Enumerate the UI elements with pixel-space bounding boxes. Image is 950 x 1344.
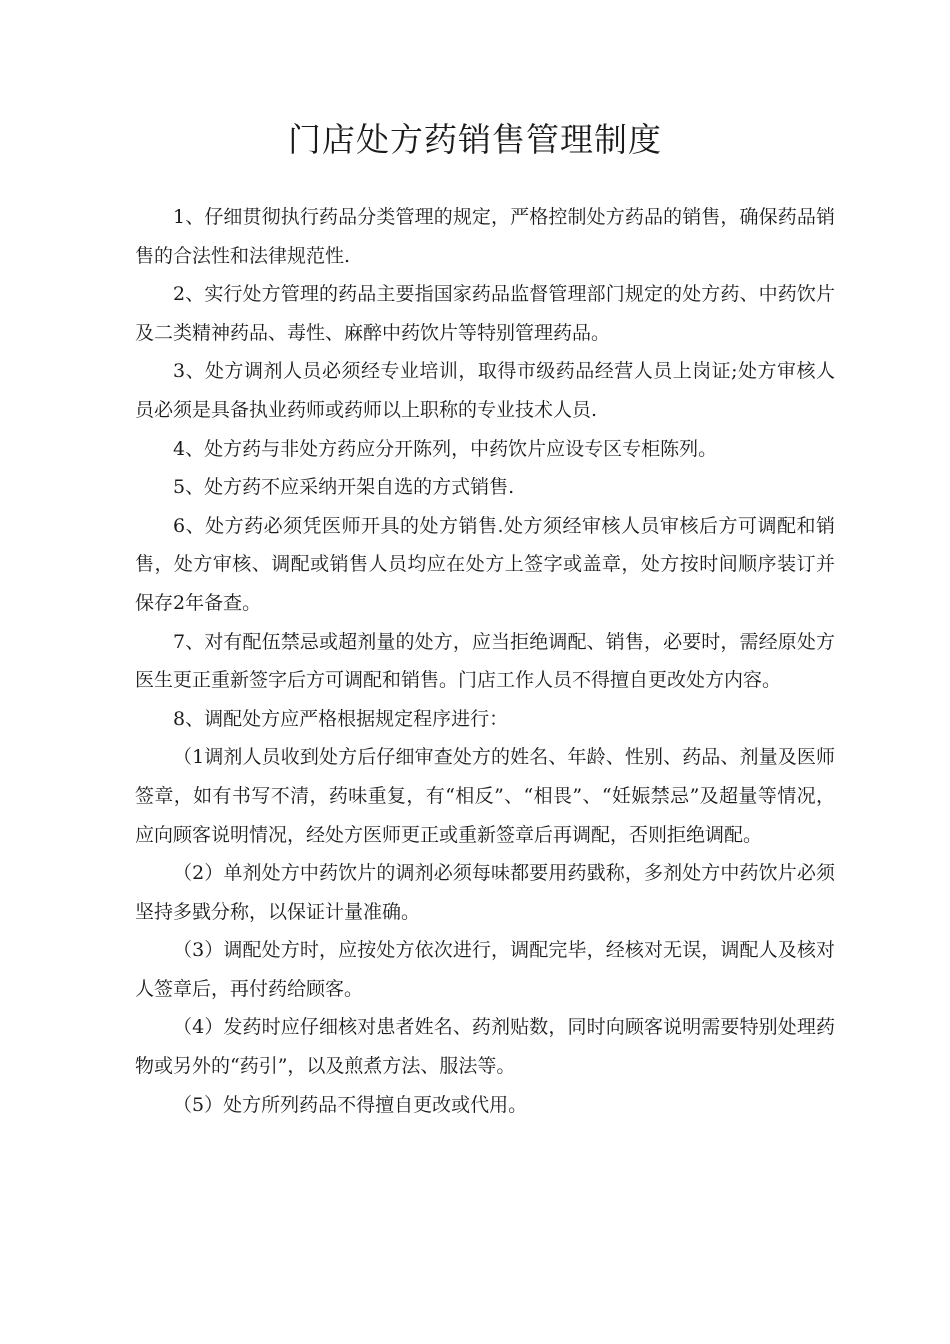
- sub-item-1: （1调剂人员收到处方后仔细审查处方的姓名、年龄、性别、药品、剂量及医师签章，如有书写不清，药味重复，有“相反”、“相畏”、“妊娠禁忌”及超量等情况，应向顾客说明情况，经处方医师更正或重新签章后再调配，否则拒绝调配。: [135, 746, 835, 846]
- sub-item-2: （2）单剂处方中药饮片的调剂必须每味都要用药戥称，多剂处方中药饮片必须坚持多戥分称，以保证计量准确。: [135, 862, 835, 923]
- paragraph-2: 2、实行处方管理的药品主要指国家药品监督管理部门规定的处方药、中药饮片及二类精神药品、毒性、麻醉中药饮片等特别管理药品。: [135, 283, 835, 344]
- paragraph-7: 7、对有配伍禁忌或超剂量的处方，应当拒绝调配、销售，必要时，需经原处方医生更正重新签字后方可调配和销售。门店工作人员不得擅自更改处方内容。: [135, 630, 835, 692]
- sub-item-3: （3）调配处方时，应按处方依次进行，调配完毕，经核对无误，调配人及核对人签章后，再付药给顾客。: [135, 939, 835, 1000]
- document-body: [135, 198, 835, 1124]
- sub-item-5: （5）处方所列药品不得擅自更改或代用。: [173, 1093, 528, 1116]
- paragraph-6: 6、处方药必须凭医师开具的处方销售.处方须经审核人员审核后方可调配和销售，处方审核、调配或销售人员均应在处方上签字或盖章，处方按时间顺序装订并保存2年备查。: [135, 514, 835, 614]
- paragraph-1: 1、仔细贯彻执行药品分类管理的规定，严格控制处方药品的销售，确保药品销售的合法性和法律规范性.: [135, 206, 835, 267]
- sub-item-4: （4）发药时应仔细核对患者姓名、药剂贴数，同时向顾客说明需要特别处理药物或另外的“药引”，以及煎煮方法、服法等。: [135, 1016, 835, 1078]
- paragraph-4: 4、处方药与非处方药应分开陈列，中药饮片应设专区专柜陈列。: [173, 437, 718, 460]
- paragraph-5: 5、处方药不应采纳开架自选的方式销售.: [173, 476, 515, 499]
- paragraph-3: 3、处方调剂人员必须经专业培训，取得市级药品经营人员上岗证;处方审核人员必须是具备执业药师或药师以上职称的专业技术人员.: [135, 360, 835, 421]
- paragraph-8: 8、调配处方应严格根据规定程序进行：: [173, 707, 509, 730]
- document-title: 门店处方药销售管理制度: [288, 120, 662, 159]
